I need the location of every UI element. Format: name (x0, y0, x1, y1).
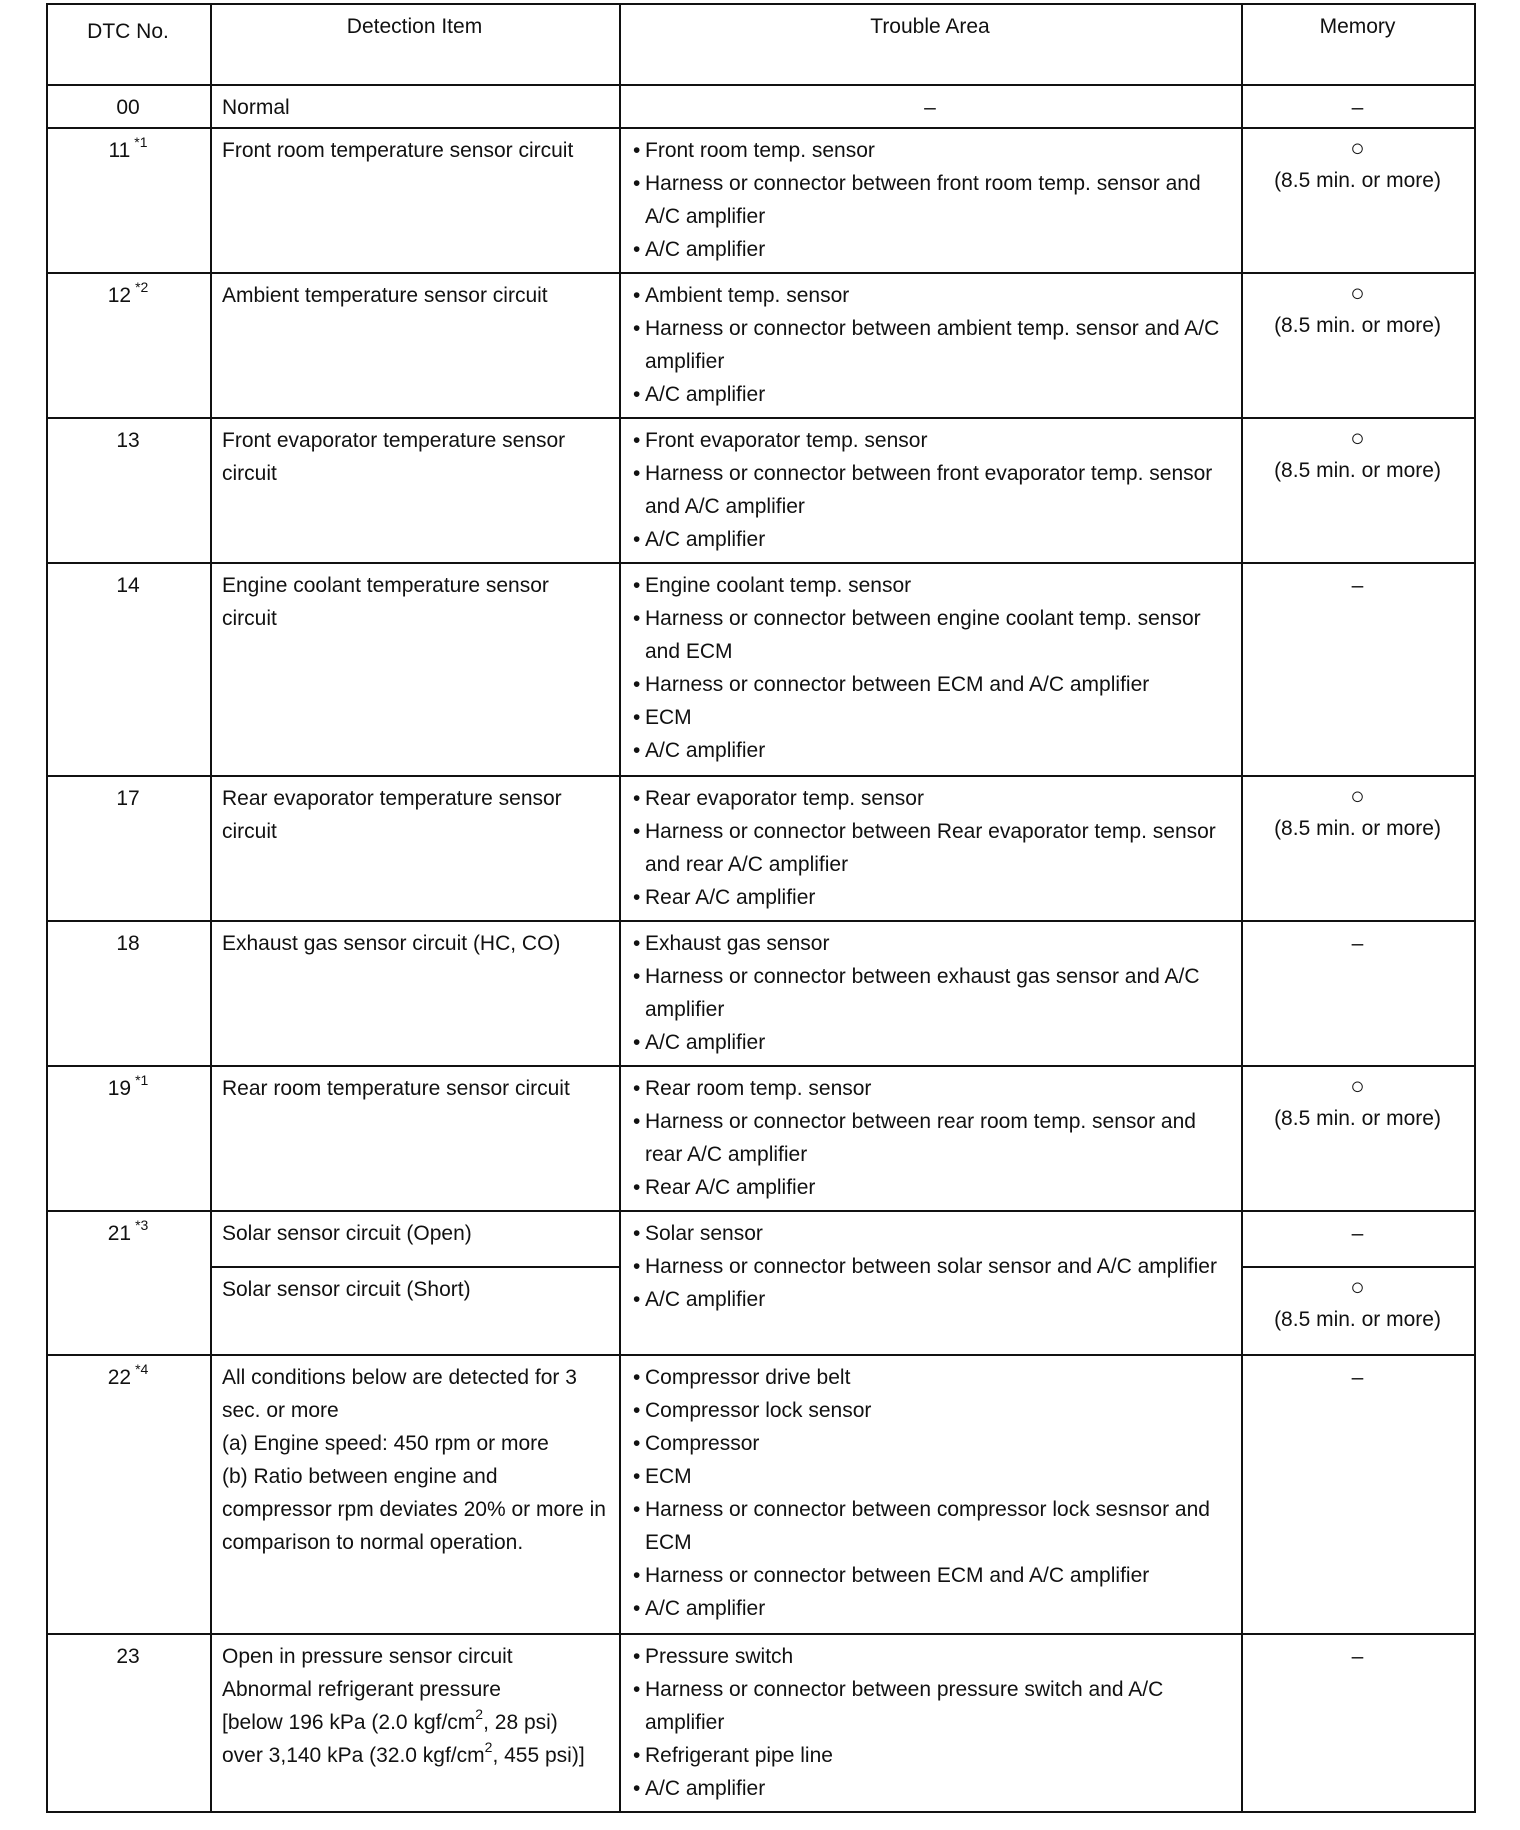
trouble-area-item: • ECM (631, 1460, 1229, 1493)
trouble-area (620, 1211, 1242, 1355)
trouble-area (620, 1355, 1242, 1634)
detection-item: Rear evaporator temperature sensor circuit (211, 776, 620, 921)
pressure-high-pre: over 3,140 kPa (32.0 kgf/cm (222, 1744, 485, 1767)
pressure-low-post: , 28 psi) (483, 1711, 558, 1734)
dtc-number-text: 13 (116, 429, 140, 452)
trouble-area-item: • Solar sensor (631, 1217, 1229, 1250)
memory-note: (8.5 min. or more) (1274, 1308, 1441, 1331)
dtc-number (47, 921, 211, 1066)
dtc-number (47, 273, 211, 418)
trouble-area-item: • Pressure switch (631, 1640, 1229, 1673)
detection-item: Engine coolant temperature sensor circuit (211, 563, 620, 776)
header-trouble-area: Trouble Area (620, 4, 1242, 85)
table-row-13 (47, 418, 1475, 563)
trouble-area-item: • Ambient temp. sensor (631, 279, 1229, 312)
memory (1242, 128, 1475, 273)
trouble-area-item: • Harness or connector between solar sensor and A/C amplifier (631, 1250, 1229, 1283)
dtc-number-text: 23 (116, 1645, 140, 1668)
dtc-number (47, 1211, 211, 1355)
trouble-area (620, 1634, 1242, 1812)
trouble-area-item: • Front room temp. sensor (631, 134, 1229, 167)
trouble-area (620, 418, 1242, 563)
pressure-low-line (222, 1706, 607, 1739)
trouble-area-item: • Harness or connector between ECM and A/C amplifier (631, 1559, 1229, 1592)
dtc-table-page (46, 3, 1474, 1813)
memory-note: (8.5 min. or more) (1274, 817, 1441, 840)
trouble-area-item: • A/C amplifier (631, 734, 1229, 767)
trouble-area (620, 1066, 1242, 1211)
trouble-area-item: • Rear A/C amplifier (631, 881, 1229, 914)
trouble-area: – (620, 85, 1242, 128)
detection-item: Exhaust gas sensor circuit (HC, CO) (211, 921, 620, 1066)
trouble-area-item: • A/C amplifier (631, 1026, 1229, 1059)
memory (1242, 1066, 1475, 1211)
table-row-22 (47, 1355, 1475, 1634)
dtc-number-text: 17 (116, 787, 140, 810)
table-row-19 (47, 1066, 1475, 1211)
trouble-area-item: • Harness or connector between rear room temp. sensor and rear A/C amplifier (631, 1105, 1229, 1171)
memory-note: (8.5 min. or more) (1274, 459, 1441, 482)
memory: – (1242, 1355, 1475, 1634)
dtc-number-text: 11 (108, 139, 131, 162)
memory-note: (8.5 min. or more) (1274, 1107, 1441, 1130)
table-row-11 (47, 128, 1475, 273)
table-row-14 (47, 563, 1475, 776)
trouble-area-item: • A/C amplifier (631, 523, 1229, 556)
detection-item: Rear room temperature sensor circuit (211, 1066, 620, 1211)
memory-circle-icon: ○ (1350, 425, 1365, 452)
trouble-area-item: • Harness or connector between compressor lock sesnsor and ECM (631, 1493, 1229, 1559)
trouble-area-item: • Harness or connector between exhaust gas sensor and A/C amplifier (631, 960, 1229, 1026)
trouble-area-item: • ECM (631, 701, 1229, 734)
dtc-number-text: 19 (107, 1077, 132, 1100)
dtc-number-text: 00 (116, 96, 140, 119)
trouble-area-item: • Compressor lock sensor (631, 1394, 1229, 1427)
trouble-area-item: • A/C amplifier (631, 378, 1229, 411)
detection-item-short: Solar sensor circuit (Short) (211, 1267, 620, 1355)
detection-line: All conditions below are detected for 3 sec. or more (222, 1366, 577, 1422)
trouble-area-item: • Harness or connector between engine coolant temp. sensor and ECM (631, 602, 1229, 668)
table-row-00 (47, 85, 1475, 128)
trouble-area-item: • Harness or connector between ambient temp. sensor and A/C amplifier (631, 312, 1229, 378)
footnote-marker: *2 (135, 279, 149, 295)
memory-circle-icon: ○ (1350, 1274, 1365, 1301)
dtc-number-text: 18 (116, 932, 140, 955)
trouble-area (620, 273, 1242, 418)
dtc-number-text: 22 (107, 1366, 132, 1389)
trouble-area-item: • A/C amplifier (631, 233, 1229, 266)
trouble-area-item: • Compressor (631, 1427, 1229, 1460)
dtc-number (47, 563, 211, 776)
pressure-high-post: , 455 psi)] (492, 1744, 585, 1767)
header-detection-item: Detection Item (211, 4, 620, 85)
memory-circle-icon: ○ (1350, 1073, 1365, 1100)
table-row-23 (47, 1634, 1475, 1812)
memory-short (1242, 1267, 1475, 1355)
memory (1242, 418, 1475, 563)
trouble-area-item: • Engine coolant temp. sensor (631, 569, 1229, 602)
trouble-area (620, 921, 1242, 1066)
trouble-area (620, 563, 1242, 776)
detection-line: (b) Ratio between engine and compressor rpm deviates 20% or more in comparison to normal operation. (222, 1465, 606, 1554)
table-row-12 (47, 273, 1475, 418)
trouble-area-item: • Harness or connector between front room temp. sensor and A/C amplifier (631, 167, 1229, 233)
memory-note: (8.5 min. or more) (1274, 314, 1441, 337)
table-row-17 (47, 776, 1475, 921)
memory-circle-icon: ○ (1350, 783, 1365, 810)
dtc-number (47, 1066, 211, 1211)
detection-item (211, 1355, 620, 1634)
dtc-number (47, 128, 211, 273)
trouble-area-item: • Rear A/C amplifier (631, 1171, 1229, 1204)
trouble-area-item: • Harness or connector between pressure switch and A/C amplifier (631, 1673, 1229, 1739)
pressure-low-pre: [below 196 kPa (2.0 kgf/cm (222, 1711, 476, 1734)
detection-item (211, 1634, 620, 1812)
dtc-number (47, 1355, 211, 1634)
memory-note: (8.5 min. or more) (1274, 169, 1441, 192)
trouble-area-item: • Exhaust gas sensor (631, 927, 1229, 960)
dtc-table (46, 3, 1476, 1813)
dtc-number-text: 21 (107, 1222, 132, 1245)
trouble-area (620, 776, 1242, 921)
footnote-marker: *4 (135, 1361, 149, 1377)
pressure-high-sup: 2 (484, 1739, 493, 1755)
footnote-marker: *1 (135, 1072, 149, 1088)
dtc-number (47, 776, 211, 921)
table-header-row (47, 4, 1475, 85)
memory (1242, 776, 1475, 921)
trouble-area (620, 128, 1242, 273)
memory: – (1242, 85, 1475, 128)
trouble-area-item: • Refrigerant pipe line (631, 1739, 1229, 1772)
memory-circle-icon: ○ (1350, 280, 1365, 307)
trouble-area-item: • Rear evaporator temp. sensor (631, 782, 1229, 815)
detection-item: Front evaporator temperature sensor circuit (211, 418, 620, 563)
trouble-area-item: • Harness or connector between ECM and A/C amplifier (631, 668, 1229, 701)
detection-item: Normal (211, 85, 620, 128)
dtc-number-text: 14 (116, 574, 140, 597)
memory (1242, 273, 1475, 418)
pressure-high-line (222, 1739, 607, 1772)
trouble-area-item: • A/C amplifier (631, 1283, 1229, 1316)
header-dtc-no: DTC No. (47, 4, 211, 85)
trouble-area-item: • Harness or connector between front evaporator temp. sensor and A/C amplifier (631, 457, 1229, 523)
memory-open: – (1242, 1211, 1475, 1267)
pressure-low-sup: 2 (475, 1706, 484, 1722)
dtc-number (47, 418, 211, 563)
table-row-21-open (47, 1211, 1475, 1267)
footnote-marker: *1 (134, 134, 148, 150)
memory: – (1242, 563, 1475, 776)
header-memory: Memory (1242, 4, 1475, 85)
detection-item: Ambient temperature sensor circuit (211, 273, 620, 418)
trouble-area-item: • Harness or connector between Rear evaporator temp. sensor and rear A/C amplifier (631, 815, 1229, 881)
trouble-area-item: • Front evaporator temp. sensor (631, 424, 1229, 457)
dtc-number (47, 85, 211, 128)
trouble-area-item: • A/C amplifier (631, 1592, 1229, 1625)
trouble-area-item: • Rear room temp. sensor (631, 1072, 1229, 1105)
memory: – (1242, 921, 1475, 1066)
trouble-area-item: • A/C amplifier (631, 1772, 1229, 1805)
table-row-18 (47, 921, 1475, 1066)
detection-line: (a) Engine speed: 450 rpm or more (222, 1432, 549, 1455)
dtc-number-text: 12 (107, 284, 132, 307)
detection-item: Front room temperature sensor circuit (211, 128, 620, 273)
detection-item-open: Solar sensor circuit (Open) (211, 1211, 620, 1267)
footnote-marker: *3 (135, 1217, 149, 1233)
dtc-number (47, 1634, 211, 1812)
memory: – (1242, 1634, 1475, 1812)
trouble-area-item: • Compressor drive belt (631, 1361, 1229, 1394)
detection-line: Open in pressure sensor circuit (222, 1645, 513, 1668)
detection-line: Abnormal refrigerant pressure (222, 1678, 501, 1701)
memory-circle-icon: ○ (1350, 135, 1365, 162)
